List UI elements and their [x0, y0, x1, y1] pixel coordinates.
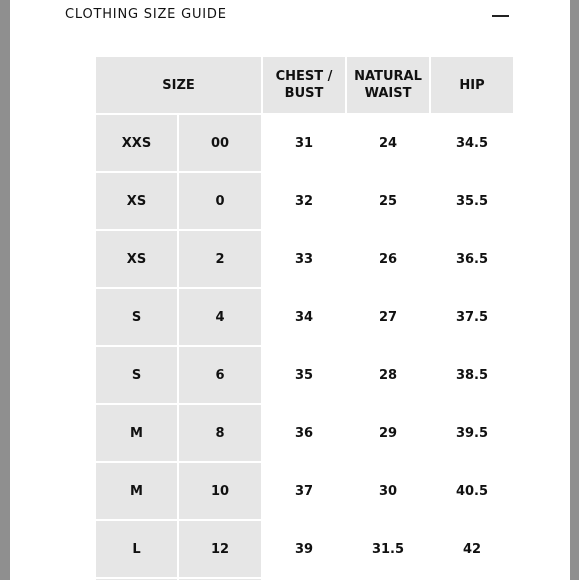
table-row — [95, 462, 514, 520]
chest-value: 36 — [262, 404, 346, 462]
table-row — [95, 520, 514, 578]
size-table — [94, 55, 515, 580]
size-letter: XS — [95, 172, 178, 230]
size-number: 12 — [178, 520, 262, 578]
chest-value: 35 — [262, 346, 346, 404]
waist-value: 29 — [346, 404, 430, 462]
hip-value: 34.5 — [430, 114, 514, 172]
size-letter: S — [95, 346, 178, 404]
size-letter: S — [95, 288, 178, 346]
waist-value: 30 — [346, 462, 430, 520]
header-chest: CHEST / BUST — [262, 56, 346, 114]
waist-value: 28 — [346, 346, 430, 404]
hip-value: 37.5 — [430, 288, 514, 346]
size-guide-panel — [10, 0, 570, 580]
hip-value: 35.5 — [430, 172, 514, 230]
hip-value: 36.5 — [430, 230, 514, 288]
table-row — [95, 114, 514, 172]
chest-value: 32 — [262, 172, 346, 230]
waist-value: 25 — [346, 172, 430, 230]
size-number: 2 — [178, 230, 262, 288]
hip-value: 38.5 — [430, 346, 514, 404]
table-row — [95, 230, 514, 288]
size-number: 00 — [178, 114, 262, 172]
size-number: 10 — [178, 462, 262, 520]
size-letter: M — [95, 404, 178, 462]
chest-value: 34 — [262, 288, 346, 346]
minus-icon[interactable] — [492, 15, 509, 17]
chest-value: 33 — [262, 230, 346, 288]
table-row — [95, 288, 514, 346]
chest-value: 39 — [262, 520, 346, 578]
table-header-row — [95, 56, 514, 114]
page-title: CLOTHING SIZE GUIDE — [65, 7, 227, 22]
size-letter: M — [95, 462, 178, 520]
size-number: 8 — [178, 404, 262, 462]
header-waist: NATURAL WAIST — [346, 56, 430, 114]
size-letter: XXS — [95, 114, 178, 172]
size-number: 0 — [178, 172, 262, 230]
size-letter: L — [95, 520, 178, 578]
waist-value: 26 — [346, 230, 430, 288]
waist-value: 27 — [346, 288, 430, 346]
hip-value: 42 — [430, 520, 514, 578]
table-row — [95, 172, 514, 230]
chest-value: 37 — [262, 462, 346, 520]
header-size: SIZE — [95, 56, 262, 114]
size-letter: XS — [95, 230, 178, 288]
waist-value: 31.5 — [346, 520, 430, 578]
waist-value: 24 — [346, 114, 430, 172]
table-row — [95, 346, 514, 404]
chest-value: 31 — [262, 114, 346, 172]
size-number: 4 — [178, 288, 262, 346]
size-number: 6 — [178, 346, 262, 404]
header-hip: HIP — [430, 56, 514, 114]
table-row — [95, 404, 514, 462]
hip-value: 40.5 — [430, 462, 514, 520]
hip-value: 39.5 — [430, 404, 514, 462]
